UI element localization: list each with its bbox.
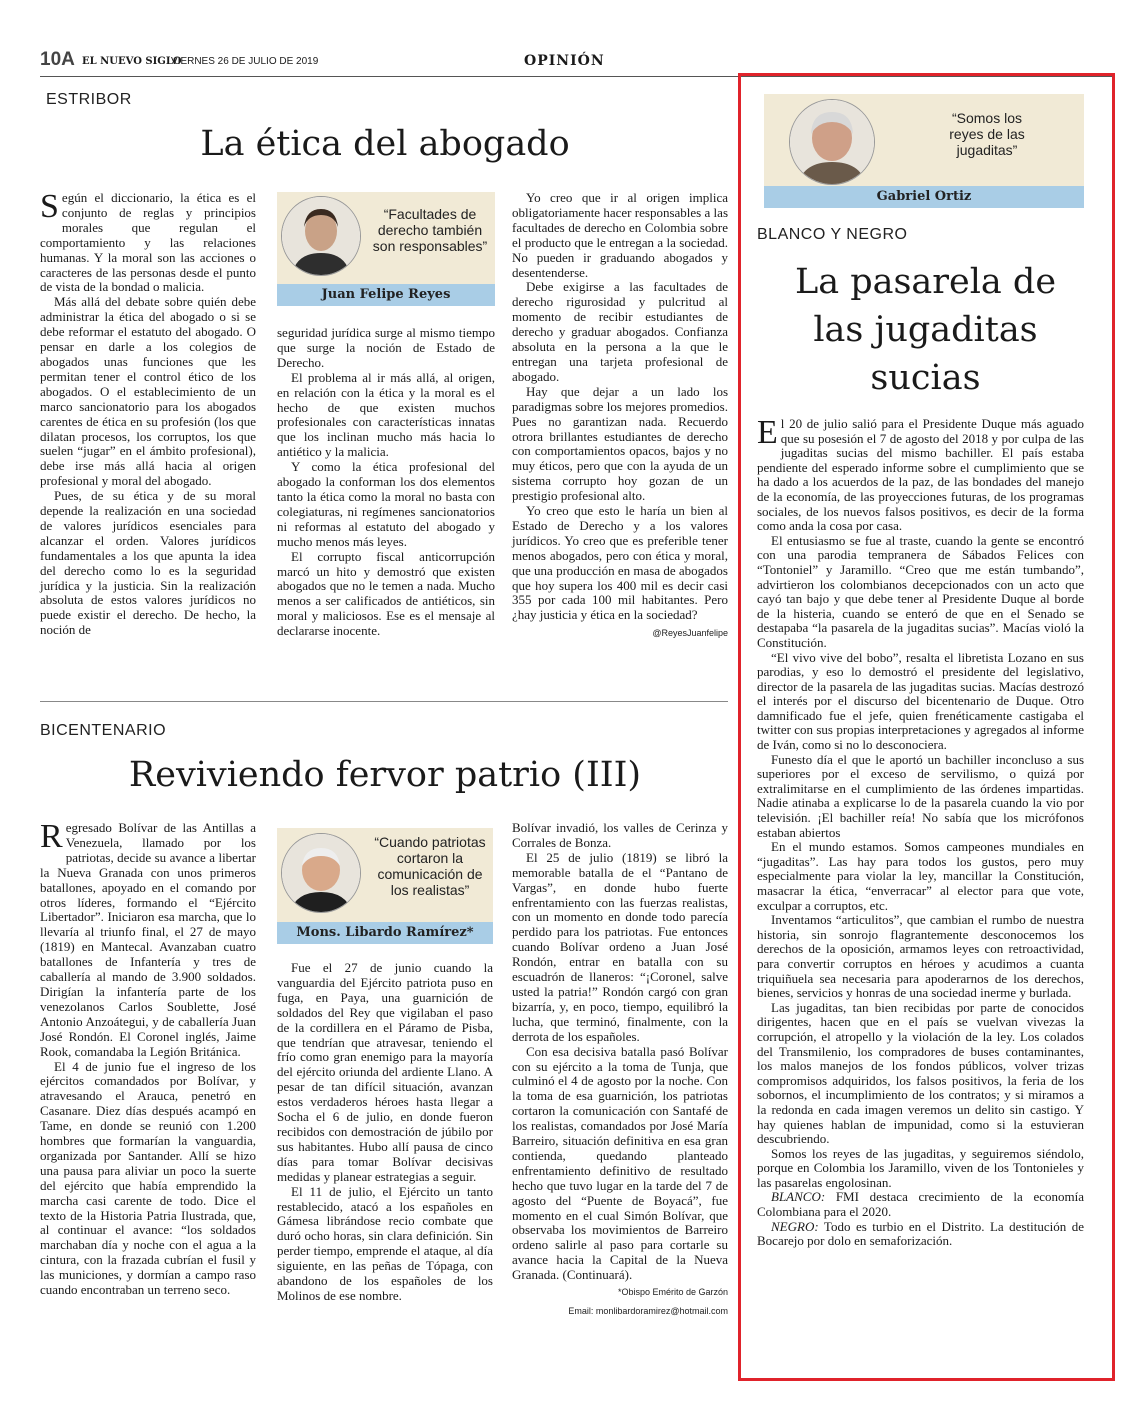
paragraph: Con esa decisiva batalla pasó Bolívar con su ejército a la toma de Tunja, que culminó el 4 de agosto por la noche. Con la toma de esa guarnición, los patriotas cortaron la comunicación con Santafé de los realistas, comandados por José María Barreiro, situación definitiva en esa gran contienda, quedando planteado enfrentamiento definitivo de resultado hecho que tuvo lugar en la tarde del 7 de agosto del “Puente de Boyacá”, fue momento en el cual Simón Bolívar, que observaba los movimientos de Barreiro ordeno salirle al paso para cortarle su avance hacia la Capital de la Nueva Granada. (Continuará). bbox=[512, 1043, 728, 1283]
author-box-juan-felipe-reyes bbox=[277, 192, 495, 306]
paragraph: Funesto día el que le aportó un bachiller inconcluso a sus superiores por el exceso de servilismo, o quizá por extralimitarse en el cumplimiento de las órdenes impartidas. Nadie atinaba a explicarse lo de la pasarela cuando la vio por televisión. ¡El bachiller reía! No sabía que los micrófonos estaban abiertos bbox=[757, 751, 1084, 840]
paragraph: En el mundo estamos. Somos campeones mundiales en “jugaditas”. Las hay para todos los gustos, pero muy especialmente para violar la ley, mancillar la Constitución, masacrar la ética, “enverracar” al elector para que vote, exculpar a corruptos, etc. bbox=[757, 839, 1084, 913]
paragraph: “El vivo vive del bobo”, resalta el libretista Lozano en sus parodias, y eso lo demostró el presidente del legislativo, director de la pasarela de las jugaditas sucias. Macías destrozó el interés por el discurso del bicentenario de Duque. Otro damnificado fue el jefe, quien frenéticamente castigaba el twitter con sus propias interpretaciones y agregados al informe de Iván, como si no lo desconociera. bbox=[757, 649, 1084, 753]
author-footnote: *Obispo Emérito de Garzón bbox=[617, 1287, 728, 1298]
paragraph: Somos los reyes de las jugaditas, y seguiremos siéndolo, porque en Colombia los Jaramillo, viven de los Tontonieles y las pasarelas engolosinan. bbox=[757, 1145, 1084, 1190]
paragraph: Fue el 27 de junio cuando la vanguardia del Ejército patriota puso en fuga, en Paya, una guarnición de soldados del Rey que vigilaban el paso de la cordillera en el Páramo de Pisba, que tendrían que atravesar, teniendo el frío como gran enemigo para la mayoría del ejército oriunda del ardiente Llano. A pesar de tan difícil situación, avanzan estos verdaderos héroes hasta llegar a Socha el 6 de julio, en donde fueron recibidos con demostración de júbilo por sus habitantes. Hubo allí pausa de cinco días para tomar Bolívar decisivas medidas y planear estrategias a seguir. bbox=[277, 960, 493, 1184]
article3-body bbox=[757, 414, 1084, 1249]
paragraph: Hay que dejar a un lado los paradigmas sobre los mejores promedios. Pues no garantizan nada. Recuerdo otrora brillantes estudiantes de derecho con comportamientos opacos, bajos y no muy éticos, pero que con la ayuda de un sistema corrupto hoy gozan de un prestigio profesional alto. bbox=[512, 383, 728, 504]
negro-label: NEGRO: bbox=[771, 1218, 819, 1234]
article-divider bbox=[40, 701, 728, 702]
author-box-gabriel-ortiz bbox=[764, 94, 1084, 208]
paragraph: El 25 de julio (1819) se libró la memorable batalla de el “Pantano de Vargas”, en donde hubo fuerte enfrentamiento con las fuerzas realistas, con un momento en donde todo parecía perdido para los patriotas. Fue entonces cuando Bolívar ordeno a Juan José Rondón, entrar en batalla con su escuadrón de llaneros: “¡Coronel, salve usted la patria!” Rondón cargó con gran bizarría, y, en poco, tiempo, equilibró la lucha, que terminó, finalmente, con la derrota de los españoles. bbox=[512, 849, 728, 1044]
article2-title: Reviviendo fervor patrio (III) bbox=[128, 755, 642, 795]
dropcap: S bbox=[40, 188, 59, 225]
page-header bbox=[40, 49, 1115, 75]
author-signature: @ReyesJuanfelipe bbox=[652, 628, 728, 639]
paragraph: El entusiasmo se fue al traste, cuando la gente se encontró con una parodia tempranera de Sábados Felices con “Tontoniel” y Jaramillo. “Creo que me están tumbando”, advirtieron los colombianos decepcionados con un acto que cayó tan bajo y que debe tener al Presidente Duque al borde de la histeria, cuando se enteró de que en el Senado se destapaba “la pasarela de la jugaditas sucias”. Macías violó la Constitución. bbox=[757, 532, 1084, 650]
paragraph: seguridad jurídica surge al mismo tiempo que surge la noción de Estado de Derecho. bbox=[277, 325, 495, 370]
blanco-note bbox=[757, 1190, 1084, 1219]
author-name: Mons. Libardo Ramírez* bbox=[277, 922, 493, 944]
article1-col3 bbox=[512, 191, 728, 641]
paragraph: Las jugaditas, tan bien recibidas por parte de conocidos dirigentes, hacen que en el país se vuelvan vivezas la corrupción, el atropello y la violación de la ley. Los colados del Transmilenio, los compradores de buses contaminantes, los malos manejos de los fondos públicos, volver trizas compromisos adquiridos, los falsos positivos, la feria de los sobornos, el incumplimiento de los contratos; y si miramos a la redonda en cada imagen veremos un delito sin castigo. Y hay quienes hablan de impunidad, como si la estuvieran descubriendo. bbox=[757, 999, 1084, 1147]
paragraph: El problema al ir más allá, al origen, en relación con la ética y la moral es el hecho de que existen muchos profesionales con características innatas que los inclinan mucho más hacia lo antiético y la malicia. bbox=[277, 369, 495, 460]
paragraph: El 4 de junio fue el ingreso de los ejércitos comandados por Bolívar, y atravesando el Arauca, penetró en Casanare. Diez días después acampó en Tame, en donde se reunió con 1.200 hombres que formarían la vanguardia, organizada por Santander. Allí se hizo una pausa para aliviar un poco la suerte del ejército que había emprendido la marcha casi carente de todo. Dice el texto de la Historia Patria Ilustrada, que, al continuar el avance: “los soldados marchaban día y noche con el agua a la cintura, con la frazada cubrían el fusil y las municiones, y dormían a campo raso cuando encontraban un terreno seco. bbox=[40, 1058, 256, 1298]
pull-quote: “Somos los reyes de las jugaditas” bbox=[949, 110, 1025, 158]
author-name: Gabriel Ortiz bbox=[764, 186, 1084, 208]
page-number: 10A bbox=[40, 49, 75, 70]
author-portrait bbox=[281, 833, 361, 913]
paragraph: Yo creo que esto le haría un bien al Estado de Derecho y a los valores jurídicos. Yo creo que es preferible tener menos abogados, pero con ética y moral, que una producción en masa de abogados que hoy supera los 400 mil es decir casi 355 por cada 100 mil habitantes. Pero ¿hay justicia y ética en la sociedad? bbox=[512, 503, 728, 623]
paragraph: El corrupto fiscal anticorrupción marcó un hito y demostró que existen abogados que no le temen a nada. Mucho menos a ser calificados de antiéticos, sin moral y maliciosos. Ese es el mensaje al declararse inocente. bbox=[277, 548, 495, 639]
title-line: las jugaditas bbox=[813, 310, 1038, 350]
paragraph: Bolívar invadió, los valles de Cerinza y Corrales de Bonza. bbox=[512, 820, 728, 850]
newspaper-name: EL NUEVO SIGLO bbox=[82, 56, 182, 67]
author-name: Juan Felipe Reyes bbox=[277, 284, 495, 306]
article3-kicker: BLANCO Y NEGRO bbox=[757, 226, 908, 243]
article1-title: La ética del abogado bbox=[200, 124, 570, 164]
paragraph: Más allá del debate sobre quién debe administrar la ética del abogado o si se debe reformar el estatuto del abogado. O pensar en darle a los colegios de abogados unas funciones que les permitan tener el control ético de los abogados. O el establecimiento de un marco sancionatorio para los abogados carentes de ética en su profesión (los que dilatan procesos, los corruptos, los que suelen “jugar” en el ámbito profesional), debe irse más allá hacia al origen profesional y moral del abogado. bbox=[40, 294, 256, 489]
pull-quote: “Facultades de derecho también son responsables” bbox=[372, 206, 488, 254]
negro-text: Todo es turbio en el Distrito. La destitución de Bocarejo por dolo en semaforización. bbox=[757, 1218, 1084, 1249]
negro-note bbox=[757, 1220, 1084, 1249]
author-email: Email: monlibardoramirez@hotmail.com bbox=[568, 1306, 728, 1316]
article2-col1 bbox=[40, 818, 256, 1298]
article2-col3 bbox=[512, 821, 728, 1319]
section-name: OPINIÓN bbox=[524, 53, 605, 69]
article3-title bbox=[748, 258, 1103, 402]
paragraph: Debe exigirse a las facultades de derecho rigurosidad y pulcritud al momento de recibir estudiantes de derecho y graduar abogados. Confianza absoluta en la persona a la que le entregan una tarjeta profesional de abogado. bbox=[512, 279, 728, 384]
article1-col2 bbox=[277, 326, 495, 639]
author-portrait bbox=[789, 99, 875, 185]
paragraph: l 20 de julio salió para el Presidente Duque más aguado que su posesión el 7 de agosto del 2018 y por culpa de las jugaditas sucias del mismo bachiller. El país estaba pendiente del esperado informe sobre el cumplimiento que se ha dado a los acuerdos de la paz, de las bondades del manejo de la economía, de las proyecciones futuras, de los programas sociales, de los nuevos falsos positivos, es decir de la forma como anda la cosa por casa. bbox=[757, 416, 1084, 534]
paragraph: El 11 de julio, el Ejército un tanto restablecido, atacó a los españoles en Gámesa librándose recio combate que duró ocho horas, sin clara definición. Sin perder tiempo, emprende el ataque, al día siguiente, en las peñas de Tópaga, con abandono de los españoles de los Molinos de ese nombre. bbox=[277, 1183, 493, 1303]
article2-col2 bbox=[277, 961, 493, 1304]
dropcap: E bbox=[757, 414, 778, 451]
paragraph: egún el diccionario, la ética es el conjunto de reglas y principios morales que regulan el comportamiento y las relaciones humanas. Y la moral son las acciones o caracteres de las personas desde el punto de vista de la bondad o malicia. bbox=[40, 190, 256, 295]
article1-col1 bbox=[40, 188, 256, 638]
blanco-label: BLANCO: bbox=[771, 1189, 826, 1205]
edition-date: VIERNES 26 DE JULIO DE 2019 bbox=[171, 56, 319, 67]
paragraph: Y como la ética profesional del abogado la conforman los dos elementos tanto la ética como la moral no basta con colegiaturas, ni regímenes sancionatorios ni reformas al estatuto del abogado y mucho menos más leyes. bbox=[277, 459, 495, 549]
paragraph: egresado Bolívar de las Antillas a Venezuela, llamado por los patriotas, decide su avance a libertar la Nueva Granada con unos primeros batallones, apoyado en el comando por otros líderes, formando el “Ejército Libertador”. Iniciaron esa marcha, que lo llevaría al triunfo final, el 27 de mayo (1819) en Mantecal. Avanzaban cuatro batallones de Infantería y tres de caballería al mando de 3.900 soldados. Dirigían la infantería parte de los venezolanos Carlos Soublette, José Antonio Anzoátegui, y de caballería Juan José Rondón. El Coronel inglés, Jaime Rook, comandaba la Legión Británica. bbox=[40, 820, 256, 1059]
paragraph: Pues, de su ética y de su moral depende la realización en una sociedad de valores jurídicos esenciales para alcanzar el orden. Valores jurídicos fundamentales a los que apunta la idea del derecho como lo es la seguridad jurídica y la justicia. Sin la realización absoluta de estos valores jurídicos no puede existir el derecho. De hecho, la noción de bbox=[40, 488, 256, 638]
article2-kicker: BICENTENARIO bbox=[40, 722, 167, 739]
paragraph: Yo creo que ir al origen implica obligatoriamente hacer responsables a las facultades de derecho en Colombia sobre el producto que le entregan a la sociedad. No pueden ir graduando abogados y desentenderse. bbox=[512, 190, 728, 280]
title-line: sucias bbox=[870, 358, 981, 398]
paragraph: Inventamos “articulitos”, que cambian el rumbo de nuestra historia, sin sonrojo flagrantemente desconocemos los derechos de la oposición, armamos leyes con retroactividad, para convertir corruptos en héroes y acudimos a cuanta triquiñuela sea necesaria para apoderarnos de los derechos, bienes, servicios y honras de una sociedad inerme y burlada. bbox=[757, 912, 1084, 1001]
author-box-libardo-ramirez bbox=[277, 828, 493, 944]
blanco-text: FMI destaca crecimiento de la economía Colombiana para el 2020. bbox=[757, 1189, 1084, 1220]
author-portrait bbox=[281, 196, 361, 276]
title-line: La pasarela de bbox=[794, 262, 1057, 302]
article1-kicker: ESTRIBOR bbox=[46, 91, 132, 108]
dropcap: R bbox=[40, 818, 63, 855]
pull-quote: “Cuando patriotas cortaron la comunicación de los realistas” bbox=[374, 834, 486, 898]
